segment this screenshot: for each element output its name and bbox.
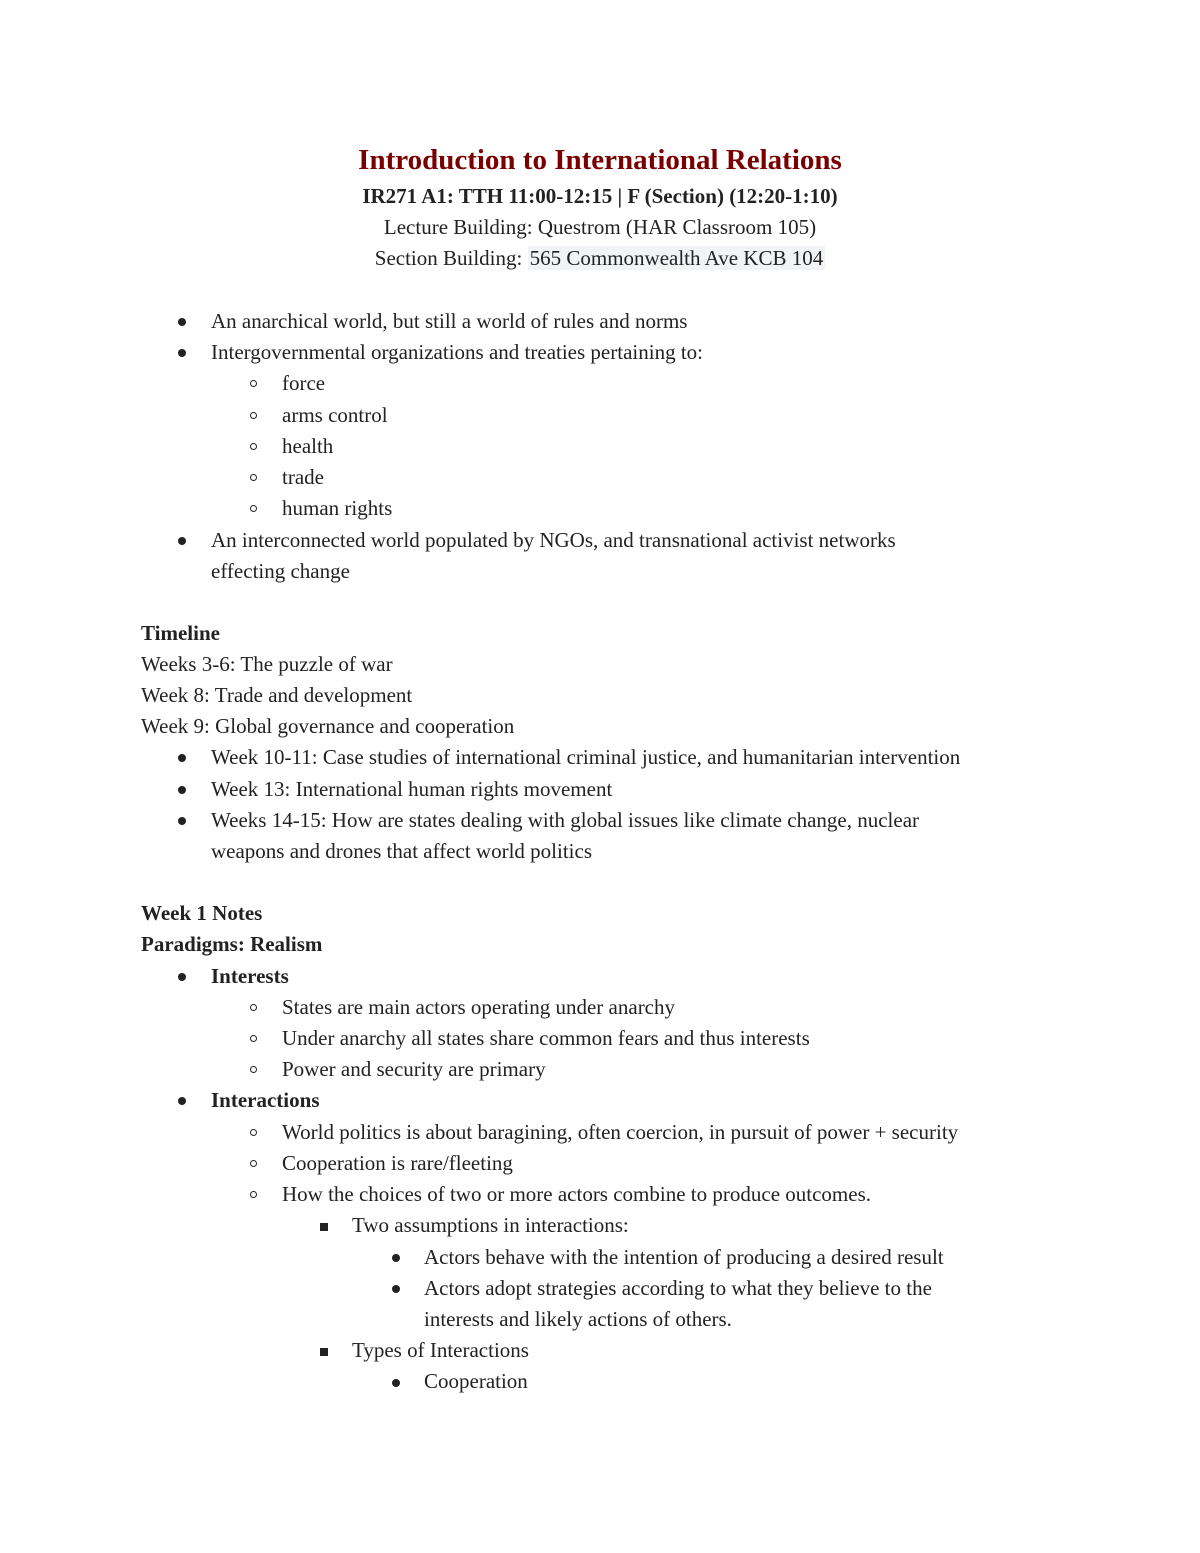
interests-item: Power and security are primary [282,1057,546,1081]
bullet-dot-icon [178,318,186,326]
bullet-dot-icon [178,973,186,981]
assumptions-label: Two assumptions in interactions: [352,1213,629,1237]
section-building [0,243,1200,274]
bullet-circle-icon [250,474,257,481]
timeline-bullet: Week 10-11: Case studies of international criminal justice, and humanitarian intervention [211,745,961,769]
interests-label: Interests [211,964,289,988]
bullet-circle-icon [250,1004,257,1011]
types-item: Cooperation [424,1369,528,1393]
interests-item: Under anarchy all states share common fears and thus interests [282,1026,810,1050]
overview-bullet-3: An interconnected world populated by NGOs, and transnational activist networks [211,528,896,552]
overview-sub-item: health [282,434,334,458]
overview-sub-item: trade [282,465,324,489]
assumption-item: Actors behave with the intention of producing a desired result [424,1245,944,1269]
bullet-dot-icon [392,1285,400,1293]
lecture-building: Lecture Building: Questrom (HAR Classroom 105) [383,215,817,239]
bullet-circle-icon [250,1191,257,1198]
bullet-dot-icon [392,1254,400,1262]
types-label: Types of Interactions [352,1338,529,1362]
bullet-circle-icon [250,412,257,419]
overview-bullet-2: Intergovernmental organizations and treaties pertaining to: [211,340,703,364]
bullet-circle-icon [250,1066,257,1073]
section-building-location: 565 Commonwealth Ave KCB 104 [529,246,824,270]
overview-sub-item: arms control [282,403,388,427]
section-building-label: Section Building: [374,246,528,270]
timeline-bullet: Week 13: International human rights movement [211,777,613,801]
timeline-line: Week 9: Global governance and cooperation [141,714,515,738]
interactions-item: Cooperation is rare/fleeting [282,1151,513,1175]
assumption-item-continued: interests and likely actions of others. [424,1307,732,1331]
document-title: Introduction to International Relations [358,144,842,176]
bullet-dot-icon [178,754,186,762]
week1-heading: Week 1 Notes [141,901,263,925]
bullet-dot-icon [178,817,186,825]
timeline-line: Weeks 3-6: The puzzle of war [141,652,393,676]
interactions-item: World politics is about baragining, often coercion, in pursuit of power + security [282,1120,959,1144]
interests-item: States are main actors operating under anarchy [282,995,676,1019]
timeline-bullet-continued: weapons and drones that affect world politics [211,839,593,863]
assumption-item: Actors adopt strategies according to what they believe to the [424,1276,932,1300]
week1-subheading: Paradigms: Realism [141,932,323,956]
bullet-dot-icon [178,786,186,794]
bullet-dot-icon [178,537,186,545]
bullet-square-icon [320,1223,328,1231]
interactions-label: Interactions [211,1088,320,1112]
bullet-dot-icon [178,1097,186,1105]
timeline-heading: Timeline [141,621,220,645]
interactions-item: How the choices of two or more actors combine to produce outcomes. [282,1182,871,1206]
overview-bullet-3-continued: effecting change [211,559,350,583]
timeline-bullet: Weeks 14-15: How are states dealing with global issues like climate change, nuclear [211,808,920,832]
overview-sub-item: human rights [282,496,393,520]
bullet-square-icon [320,1348,328,1356]
course-schedule: IR271 A1: TTH 11:00-12:15 | F (Section) (12:20-1:10) [362,184,838,208]
bullet-circle-icon [250,1035,257,1042]
bullet-circle-icon [250,380,257,387]
bullet-circle-icon [250,1129,257,1136]
overview-sub-item: force [282,371,326,395]
overview-bullet-1: An anarchical world, but still a world of rules and norms [211,309,688,333]
bullet-dot-icon [392,1379,400,1387]
bullet-circle-icon [250,1160,257,1167]
bullet-dot-icon [178,349,186,357]
bullet-circle-icon [250,505,257,512]
bullet-circle-icon [250,443,257,450]
timeline-line: Week 8: Trade and development [141,683,413,707]
